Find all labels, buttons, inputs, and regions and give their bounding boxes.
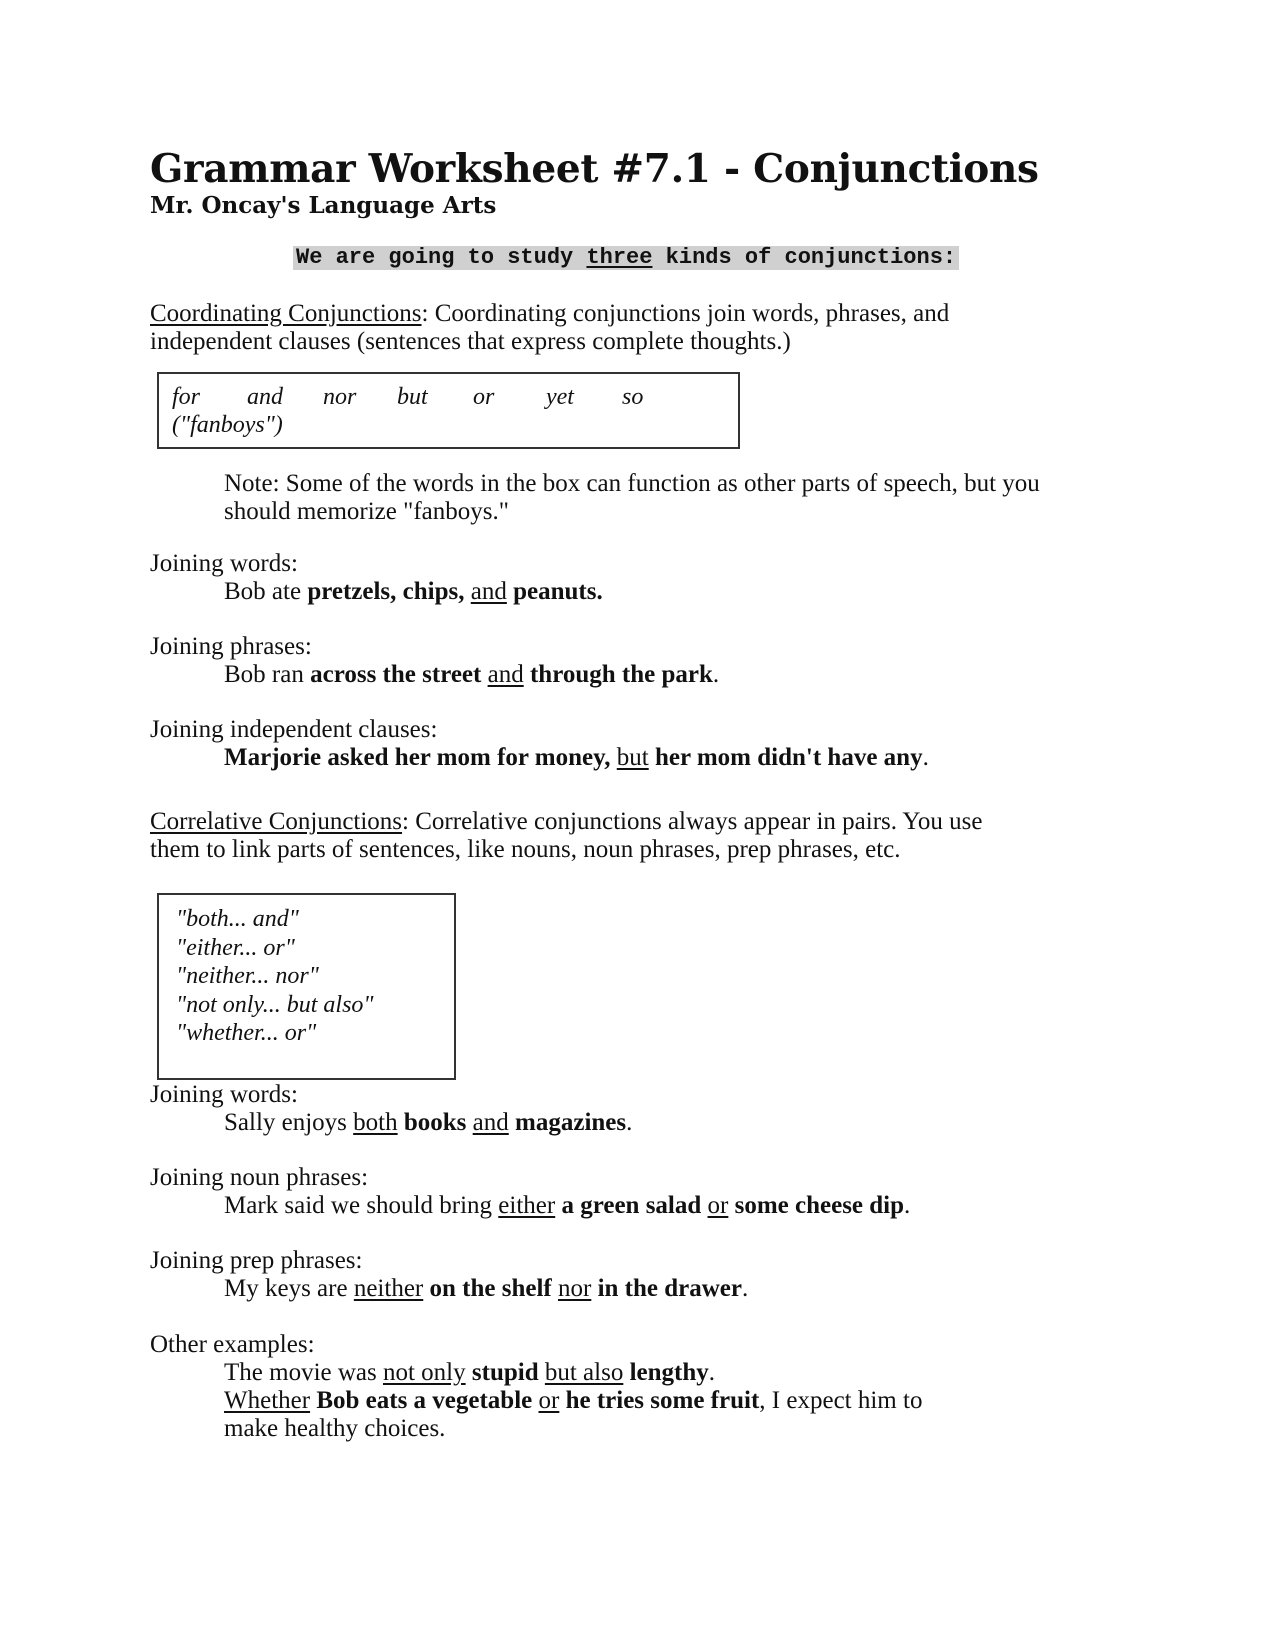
conjunction-word: but [616, 744, 649, 771]
correlative-pair: "neither... nor" [176, 963, 319, 989]
bold-phrase: on the shelf [429, 1275, 552, 1302]
coordinating-heading: Coordinating Conjunctions [150, 300, 422, 327]
conjunction-word: neither [353, 1275, 424, 1302]
fanboys-mnemonic: ("fanboys") [172, 412, 283, 438]
conjunction-word: or [707, 1192, 729, 1219]
sentence-text: Mark said we should bring [224, 1192, 499, 1219]
example-label: Joining independent clauses: [150, 716, 438, 743]
conjunction-word: either [498, 1192, 556, 1219]
example-sentence [224, 578, 603, 606]
coordinating-definition-text: : Coordinating conjunctions join words, phrases, and [421, 300, 950, 327]
example-sentence [224, 661, 719, 689]
sentence-text: , I expect him to [759, 1387, 923, 1414]
conjunction-word: both [353, 1109, 398, 1136]
example-sentence [224, 744, 929, 772]
sentence-text: . [922, 744, 929, 771]
conjunction-word: or [538, 1387, 560, 1414]
example-sentence [224, 1192, 910, 1220]
bold-phrase: across the street [310, 661, 482, 688]
bold-phrase: Marjorie asked her mom for money, [224, 744, 611, 771]
sentence-text: . [708, 1359, 716, 1386]
bold-phrase: stupid [471, 1359, 539, 1386]
example-sentence [224, 1109, 632, 1137]
bold-phrase: her mom didn't have any [654, 744, 923, 771]
intro-post: kinds of conjunctions: [652, 245, 957, 270]
coordinating-definition-line2: independent clauses (sentences that express complete thoughts.) [150, 328, 791, 355]
bold-phrase: peanuts. [513, 578, 603, 605]
coordinating-definition-line1 [150, 300, 949, 328]
correlative-pairs-box [157, 893, 456, 1080]
correlative-pair: "not only... but also" [176, 991, 374, 1018]
fanboys-word: for [172, 384, 201, 410]
sentence-text: . [904, 1192, 911, 1219]
fanboys-word: nor [323, 384, 357, 410]
conjunction-word: not only [382, 1359, 466, 1386]
sentence-text: Sally enjoys [224, 1109, 354, 1136]
sentence-text: . [712, 661, 720, 688]
correlative-pair: "both... and" [176, 906, 299, 932]
sentence-text: . [741, 1275, 749, 1302]
page-title: Grammar Worksheet #7.1 - Conjunctions [150, 146, 1039, 192]
bold-phrase: some cheese dip [734, 1192, 905, 1219]
example-sentence [224, 1415, 445, 1443]
sentence-text: Bob ate [224, 578, 308, 605]
intro-pre: We are going to study [296, 245, 587, 270]
example-label: Joining words: [150, 550, 298, 577]
bold-phrase: pretzels, chips, [307, 578, 471, 605]
fanboys-word: yet [546, 384, 574, 410]
sentence-text: . [626, 1109, 633, 1136]
intro-line [293, 246, 959, 270]
conjunction-word: and [470, 578, 507, 605]
conjunction-word: but also [544, 1359, 624, 1386]
correlative-pair: "whether... or" [176, 1020, 317, 1046]
correlative-definition-text: : Correlative conjunctions always appear in pairs. You use [402, 808, 983, 835]
bold-phrase: books [403, 1109, 467, 1136]
sentence-text: The movie was [224, 1359, 383, 1386]
bold-phrase: lengthy [629, 1359, 709, 1386]
example-label: Joining noun phrases: [150, 1164, 369, 1191]
fanboys-word: or [473, 384, 495, 410]
bold-phrase: through the park [529, 661, 713, 688]
bold-phrase: magazines [515, 1109, 627, 1136]
correlative-pair: "either... or" [176, 934, 295, 961]
example-label: Joining phrases: [150, 633, 312, 660]
example-sentence [224, 1359, 715, 1387]
conjunction-word: and [472, 1109, 509, 1136]
example-label: Other examples: [150, 1331, 315, 1358]
correlative-definition-line1 [150, 808, 982, 836]
note-line2: should memorize "fanboys." [224, 498, 509, 525]
example-sentence [224, 1387, 922, 1415]
fanboys-word: and [247, 384, 283, 410]
example-sentence [224, 1275, 748, 1303]
page-subtitle: Mr. Oncay's Language Arts [150, 192, 497, 219]
conjunction-word: and [487, 661, 524, 688]
bold-phrase: Bob eats a vegetable [316, 1387, 533, 1414]
note-line1: Note: Some of the words in the box can function as other parts of speech, but you [224, 470, 1040, 497]
sentence-text: My keys are [224, 1275, 354, 1302]
correlative-definition-line2: them to link parts of sentences, like nouns, noun phrases, prep phrases, etc. [150, 836, 901, 863]
example-label: Joining prep phrases: [150, 1247, 363, 1274]
bold-phrase: in the drawer [597, 1275, 742, 1302]
sentence-text: make healthy choices. [224, 1415, 446, 1442]
conjunction-word: Whether [224, 1387, 311, 1414]
example-label: Joining words: [150, 1081, 298, 1108]
sentence-text: Bob ran [224, 661, 311, 688]
conjunction-word: nor [557, 1275, 592, 1302]
intro-emph: three [586, 245, 653, 270]
correlative-heading: Correlative Conjunctions [150, 808, 403, 835]
fanboys-word: but [397, 384, 428, 410]
bold-phrase: a green salad [561, 1192, 702, 1219]
fanboys-word: so [622, 384, 644, 410]
fanboys-box [157, 372, 740, 449]
bold-phrase: he tries some fruit [565, 1387, 760, 1414]
